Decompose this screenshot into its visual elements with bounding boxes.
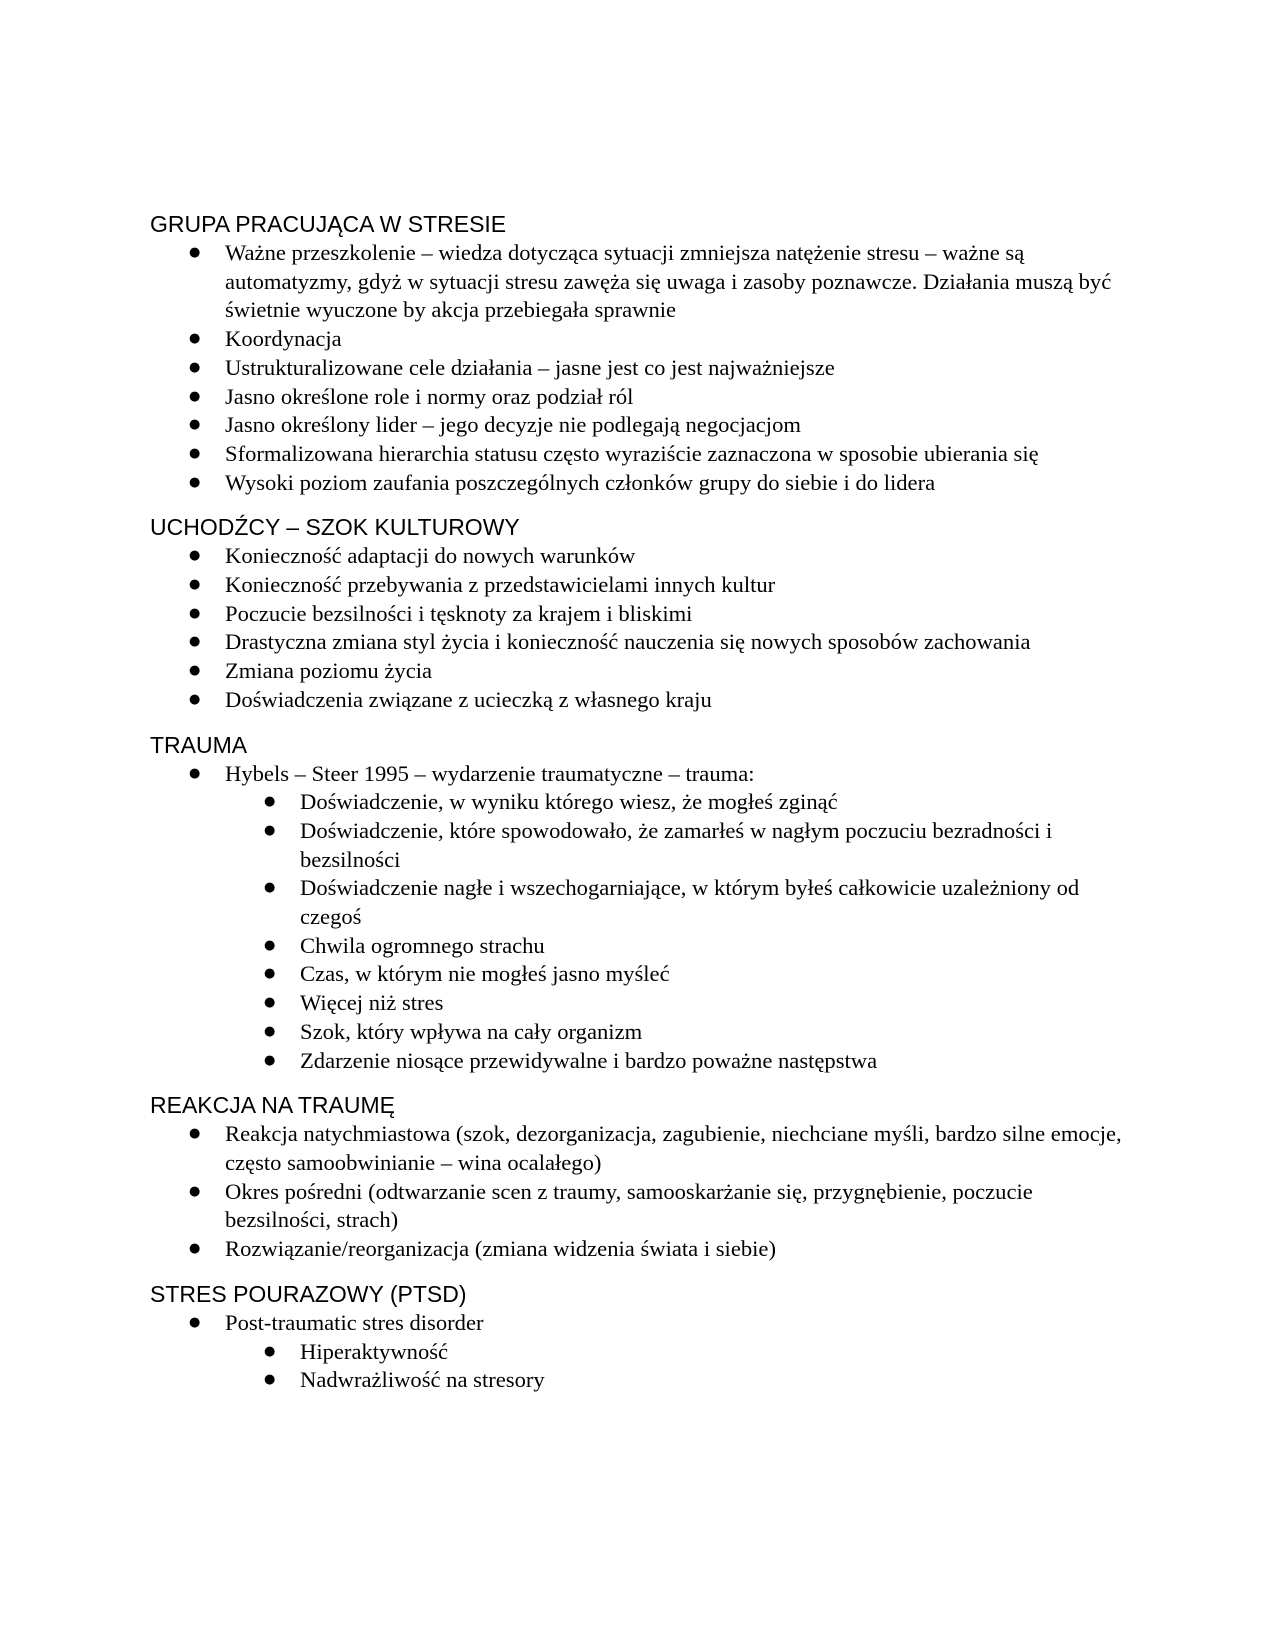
- section-uchodzcy-szok-kulturowy: [150, 513, 1140, 714]
- list-item-text: Ustrukturalizowane cele działania – jasne jest co jest najważniejsze: [225, 354, 835, 380]
- bullet-icon: ●: [264, 966, 276, 982]
- section-heading: TRAUMA: [150, 731, 248, 758]
- sub-list-item: [264, 874, 1140, 931]
- list-item-text: Okres pośredni (odtwarzanie scen z traumy, samooskarżanie się, przygnębienie, poczucie bezsilności, strach): [225, 1178, 1033, 1233]
- sub-list-item: [264, 989, 1140, 1018]
- list-item: [189, 383, 1140, 412]
- list-item-text: Koordynacja: [225, 326, 342, 352]
- bullet-icon: ●: [189, 634, 201, 650]
- sub-list-item-text: Nadwrażliwość na stresory: [300, 1367, 545, 1393]
- list-item-text: Konieczność adaptacji do nowych warunków: [225, 543, 636, 569]
- list-item: [189, 600, 1140, 629]
- bullet-list: [150, 760, 1140, 1076]
- sub-list-item-text: Więcej niż stres: [300, 990, 444, 1016]
- bullet-icon: ●: [189, 765, 201, 781]
- sub-list-item: [264, 1338, 1140, 1367]
- section-reakcja-na-traume: [150, 1091, 1140, 1264]
- sub-list-item: [264, 1018, 1140, 1047]
- sub-list-item: [264, 1047, 1140, 1076]
- sub-list-item-text: Doświadczenie, które spowodowało, że zamarłeś w nagłym poczuciu bezradności i bezsilności: [300, 817, 1053, 872]
- bullet-icon: ●: [189, 417, 201, 433]
- list-item: [189, 469, 1140, 498]
- bullet-icon: ●: [189, 245, 201, 260]
- bullet-icon: ●: [189, 577, 201, 593]
- list-item: [189, 1309, 1140, 1395]
- list-item: [189, 760, 1140, 1076]
- sub-list-item-text: Hiperaktywność: [300, 1338, 449, 1364]
- list-item-text: Ważne przeszkolenie – wiedza dotycząca sytuacji zmniejsza natężenie stresu – ważne są automatyzmy, gdyż w sytuacji stresu zawęża się uwaga i zasoby poznawcze. Działania muszą być świetnie wyuczone by akcja przebiegała sprawnie: [225, 240, 1112, 323]
- bullet-list: [150, 239, 1140, 497]
- list-item: [189, 325, 1140, 354]
- list-item: [189, 1178, 1140, 1235]
- bullet-icon: ●: [264, 937, 276, 953]
- sub-list-item-text: Szok, który wpływa na cały organizm: [300, 1018, 643, 1044]
- bullet-icon: ●: [189, 605, 201, 621]
- bullet-icon: ●: [264, 880, 276, 896]
- section-stres-pourazowy-ptsd: [150, 1280, 1140, 1395]
- sub-list-item: [264, 932, 1140, 961]
- sub-list-item-text: Doświadczenie nagłe i wszechogarniające, w którym byłeś całkowicie uzależniony od czegoś: [300, 875, 1080, 930]
- section-trauma: [150, 731, 1140, 1076]
- list-item-text: Drastyczna zmiana styl życia i konieczność nauczenia się nowych sposobów zachowania: [225, 629, 1031, 655]
- bullet-icon: ●: [264, 822, 276, 838]
- list-item-text: Jasno określone role i normy oraz podział ról: [225, 383, 634, 409]
- bullet-icon: ●: [264, 1343, 276, 1359]
- bullet-icon: ●: [189, 1126, 201, 1142]
- section-heading: UCHODŹCY – SZOK KULTUROWY: [150, 514, 520, 541]
- bullet-icon: ●: [189, 691, 201, 707]
- bullet-icon: ●: [264, 1052, 276, 1068]
- list-item: [189, 686, 1140, 715]
- list-item-text: Post-traumatic stres disorder: [225, 1309, 484, 1335]
- list-item: [189, 628, 1140, 657]
- list-item-text: Wysoki poziom zaufania poszczególnych członków grupy do siebie i do lidera: [225, 469, 936, 495]
- list-item: [189, 1235, 1140, 1264]
- bullet-icon: ●: [264, 995, 276, 1011]
- bullet-icon: ●: [189, 663, 201, 679]
- list-item: [189, 354, 1140, 383]
- list-item-text: Konieczność przebywania z przedstawicielami innych kultur: [225, 572, 776, 598]
- list-item-text: Hybels – Steer 1995 – wydarzenie traumatyczne – trauma:: [225, 760, 755, 786]
- list-item: [189, 571, 1140, 600]
- bullet-list: [150, 1120, 1140, 1264]
- list-item-text: Poczucie bezsilności i tęsknoty za krajem i bliskimi: [225, 600, 693, 626]
- sub-list-item-text: Doświadczenie, w wyniku którego wiesz, że mogłeś zginąć: [300, 789, 838, 815]
- bullet-icon: ●: [189, 388, 201, 404]
- list-item: [189, 1120, 1140, 1177]
- list-item-text: Reakcja natychmiastowa (szok, dezorganizacja, zagubienie, niechciane myśli, bardzo silne emocje, często samoobwinianie – wina ocalałego): [225, 1121, 1122, 1175]
- list-item: [189, 411, 1140, 440]
- sub-list-item-text: Chwila ogromnego strachu: [300, 932, 545, 958]
- list-item: [189, 657, 1140, 686]
- section-heading: STRES POURAZOWY (PTSD): [150, 1280, 467, 1307]
- sub-list-item: [264, 788, 1140, 817]
- list-item-text: Doświadczenia związane z ucieczką z własnego kraju: [225, 686, 712, 712]
- list-item-text: Zmiana poziomu życia: [225, 658, 433, 684]
- sub-bullet-list: [225, 788, 1140, 1075]
- list-item-text: Rozwiązanie/reorganizacja (zmiana widzenia świata i siebie): [225, 1236, 776, 1262]
- bullet-list: [150, 542, 1140, 714]
- list-item-text: Sformalizowana hierarchia statusu często wyraziście zaznaczona w sposobie ubierania się: [225, 440, 1039, 466]
- bullet-icon: ●: [189, 1314, 201, 1330]
- bullet-list: [150, 1309, 1140, 1395]
- bullet-icon: ●: [189, 331, 201, 347]
- section-grupa-pracujaca-w-stresie: [150, 210, 1140, 497]
- list-item-text: Jasno określony lider – jego decyzje nie podlegają negocjacjom: [225, 412, 801, 438]
- list-item: [189, 440, 1140, 469]
- bullet-icon: ●: [264, 1372, 276, 1388]
- sub-list-item: [264, 1366, 1140, 1395]
- sub-list-item: [264, 817, 1140, 874]
- section-heading: REAKCJA NA TRAUMĘ: [150, 1092, 395, 1119]
- bullet-icon: ●: [189, 1183, 201, 1199]
- bullet-icon: ●: [189, 445, 201, 461]
- bullet-icon: ●: [189, 359, 201, 375]
- bullet-icon: ●: [189, 548, 201, 564]
- list-item: [189, 542, 1140, 571]
- document-page: [150, 210, 1140, 1411]
- bullet-icon: ●: [264, 794, 276, 810]
- bullet-icon: ●: [189, 474, 201, 490]
- bullet-icon: ●: [189, 1241, 201, 1257]
- sub-bullet-list: [225, 1338, 1140, 1395]
- section-heading: GRUPA PRACUJĄCA W STRESIE: [150, 211, 507, 237]
- sub-list-item-text: Zdarzenie niosące przewidywalne i bardzo poważne następstwa: [300, 1047, 878, 1073]
- sub-list-item: [264, 960, 1140, 989]
- list-item: [189, 239, 1140, 325]
- sub-list-item-text: Czas, w którym nie mogłeś jasno myśleć: [300, 961, 670, 987]
- bullet-icon: ●: [264, 1023, 276, 1039]
